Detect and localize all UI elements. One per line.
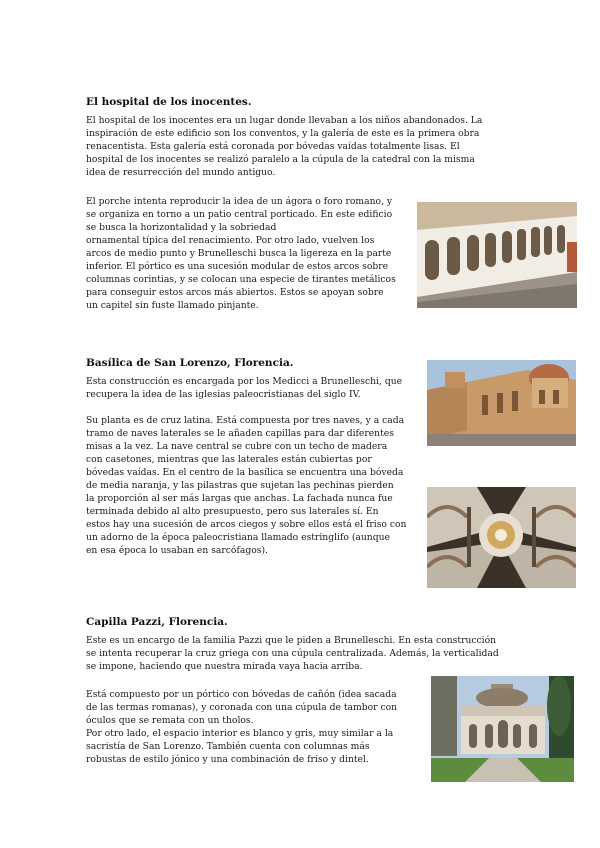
- text-line: se intenta recuperar la cruz griega con una cúpula centralizada. Además, la verticalidad: [86, 648, 499, 659]
- text-line: un adorno de la época paleocristiana llamado estringlifo (aunque: [86, 532, 390, 543]
- paragraph-pazzi-intro: [86, 634, 499, 673]
- text-line: bóvedas vaídas. En el centro de la basílica se encuentra una bóveda: [86, 467, 404, 478]
- text-line: de media naranja, y las pilastras que sujetan las pechinas pierden: [86, 480, 394, 491]
- text-line: un capitel sin fuste llamado pinjante.: [86, 300, 259, 311]
- text-line: inspiración de este edificio son los conventos, y la galería de este es la primera obra: [86, 128, 480, 139]
- paragraph-san-lorenzo-intro: [86, 375, 402, 401]
- text-line: idea de resurrección del mundo antiguo.: [86, 167, 276, 178]
- section-heading-hospital: El hospital de los inocentes.: [86, 96, 252, 108]
- text-line: recupera la idea de las iglesias paleocristianas del siglo IV.: [86, 389, 361, 400]
- paragraph-hospital-intro: [86, 114, 482, 179]
- text-line: Su planta es de cruz latina. Está compuesta por tres naves, y a cada: [86, 415, 405, 426]
- text-line: se impone, haciendo que nuestra mirada vaya hacia arriba.: [86, 661, 363, 672]
- pazzi-chapel-photo: [431, 676, 574, 782]
- section-heading-san-lorenzo: Basílica de San Lorenzo, Florencia.: [86, 357, 294, 369]
- text-line: de las termas romanas), y coronada con una cúpula de tambor con: [86, 702, 398, 713]
- paragraph-san-lorenzo-plan: [86, 414, 406, 557]
- text-line: Esta construcción es encargada por los Medicci a Brunelleschi, que: [86, 376, 403, 387]
- text-line: para conseguir estos arcos más abiertos. Estos se apoyan sobre: [86, 287, 384, 298]
- hospital-arcade-photo: [417, 202, 577, 308]
- text-line: misas a la vez. La nave central se cubre con un techo de madera: [86, 441, 388, 452]
- section-heading-pazzi: Capilla Pazzi, Florencia.: [86, 616, 228, 628]
- san-lorenzo-exterior-photo: [427, 360, 576, 446]
- text-line: arcos de medio punto y Brunelleschi busca la ligereza en la parte: [86, 248, 392, 259]
- text-line: sacristía de San Lorenzo. También cuenta con columnas más: [86, 741, 370, 752]
- text-line: la proporción al ser más largas que anchas. La fachada nunca fue: [86, 493, 393, 504]
- text-line: Este es un encargo de la familia Pazzi que le piden a Brunelleschi. En esta construcción: [86, 635, 497, 646]
- text-line: se organiza en torno a un patio central porticado. En este edificio: [86, 209, 393, 220]
- text-line: estos hay una sucesión de arcos ciegos y sobre ellos está el friso con: [86, 519, 407, 530]
- text-line: tramo de naves laterales se le añaden capillas para dar diferentes: [86, 428, 394, 439]
- text-line: El porche intenta reproducir la idea de un ágora o foro romano, y: [86, 196, 393, 207]
- text-line: Por otro lado, el espacio interior es blanco y gris, muy similar a la: [86, 728, 394, 739]
- text-line: columnas corintias, y se colocan una especie de tirantes metálicos: [86, 274, 396, 285]
- text-line: Está compuesto por un pórtico con bóvedas de cañón (idea sacada: [86, 689, 397, 700]
- text-line: con casetones, mientras que las laterales están cubiertas por: [86, 454, 372, 465]
- text-line: en esa época lo usaban en sarcófagos).: [86, 545, 268, 556]
- paragraph-hospital-porch: [86, 195, 396, 312]
- text-line: ornamental típica del renacimiento. Por otro lado, vuelven los: [86, 235, 375, 246]
- text-line: hospital de los inocentes se realizó paralelo a la cúpula de la catedral con la misma: [86, 154, 475, 165]
- text-line: óculos que se remata con un tholos.: [86, 715, 254, 726]
- san-lorenzo-interior-photo: [427, 487, 576, 588]
- text-line: El hospital de los inocentes era un lugar donde llevaban a los niños abandonados. La: [86, 115, 483, 126]
- text-line: se busca la horizontalidad y la sobriedad: [86, 222, 277, 233]
- text-line: robustas de estilo jónico y una combinación de friso y dintel.: [86, 754, 369, 765]
- text-line: inferior. El pórtico es una sucesión modular de estos arcos sobre: [86, 261, 389, 272]
- text-line: terminada debido al alto presupuesto, pero sus laterales sí. En: [86, 506, 379, 517]
- paragraph-pazzi-structure: [86, 688, 397, 766]
- text-line: renacentista. Esta galería está coronada por bóvedas vaídas totalmente lisas. El: [86, 141, 460, 152]
